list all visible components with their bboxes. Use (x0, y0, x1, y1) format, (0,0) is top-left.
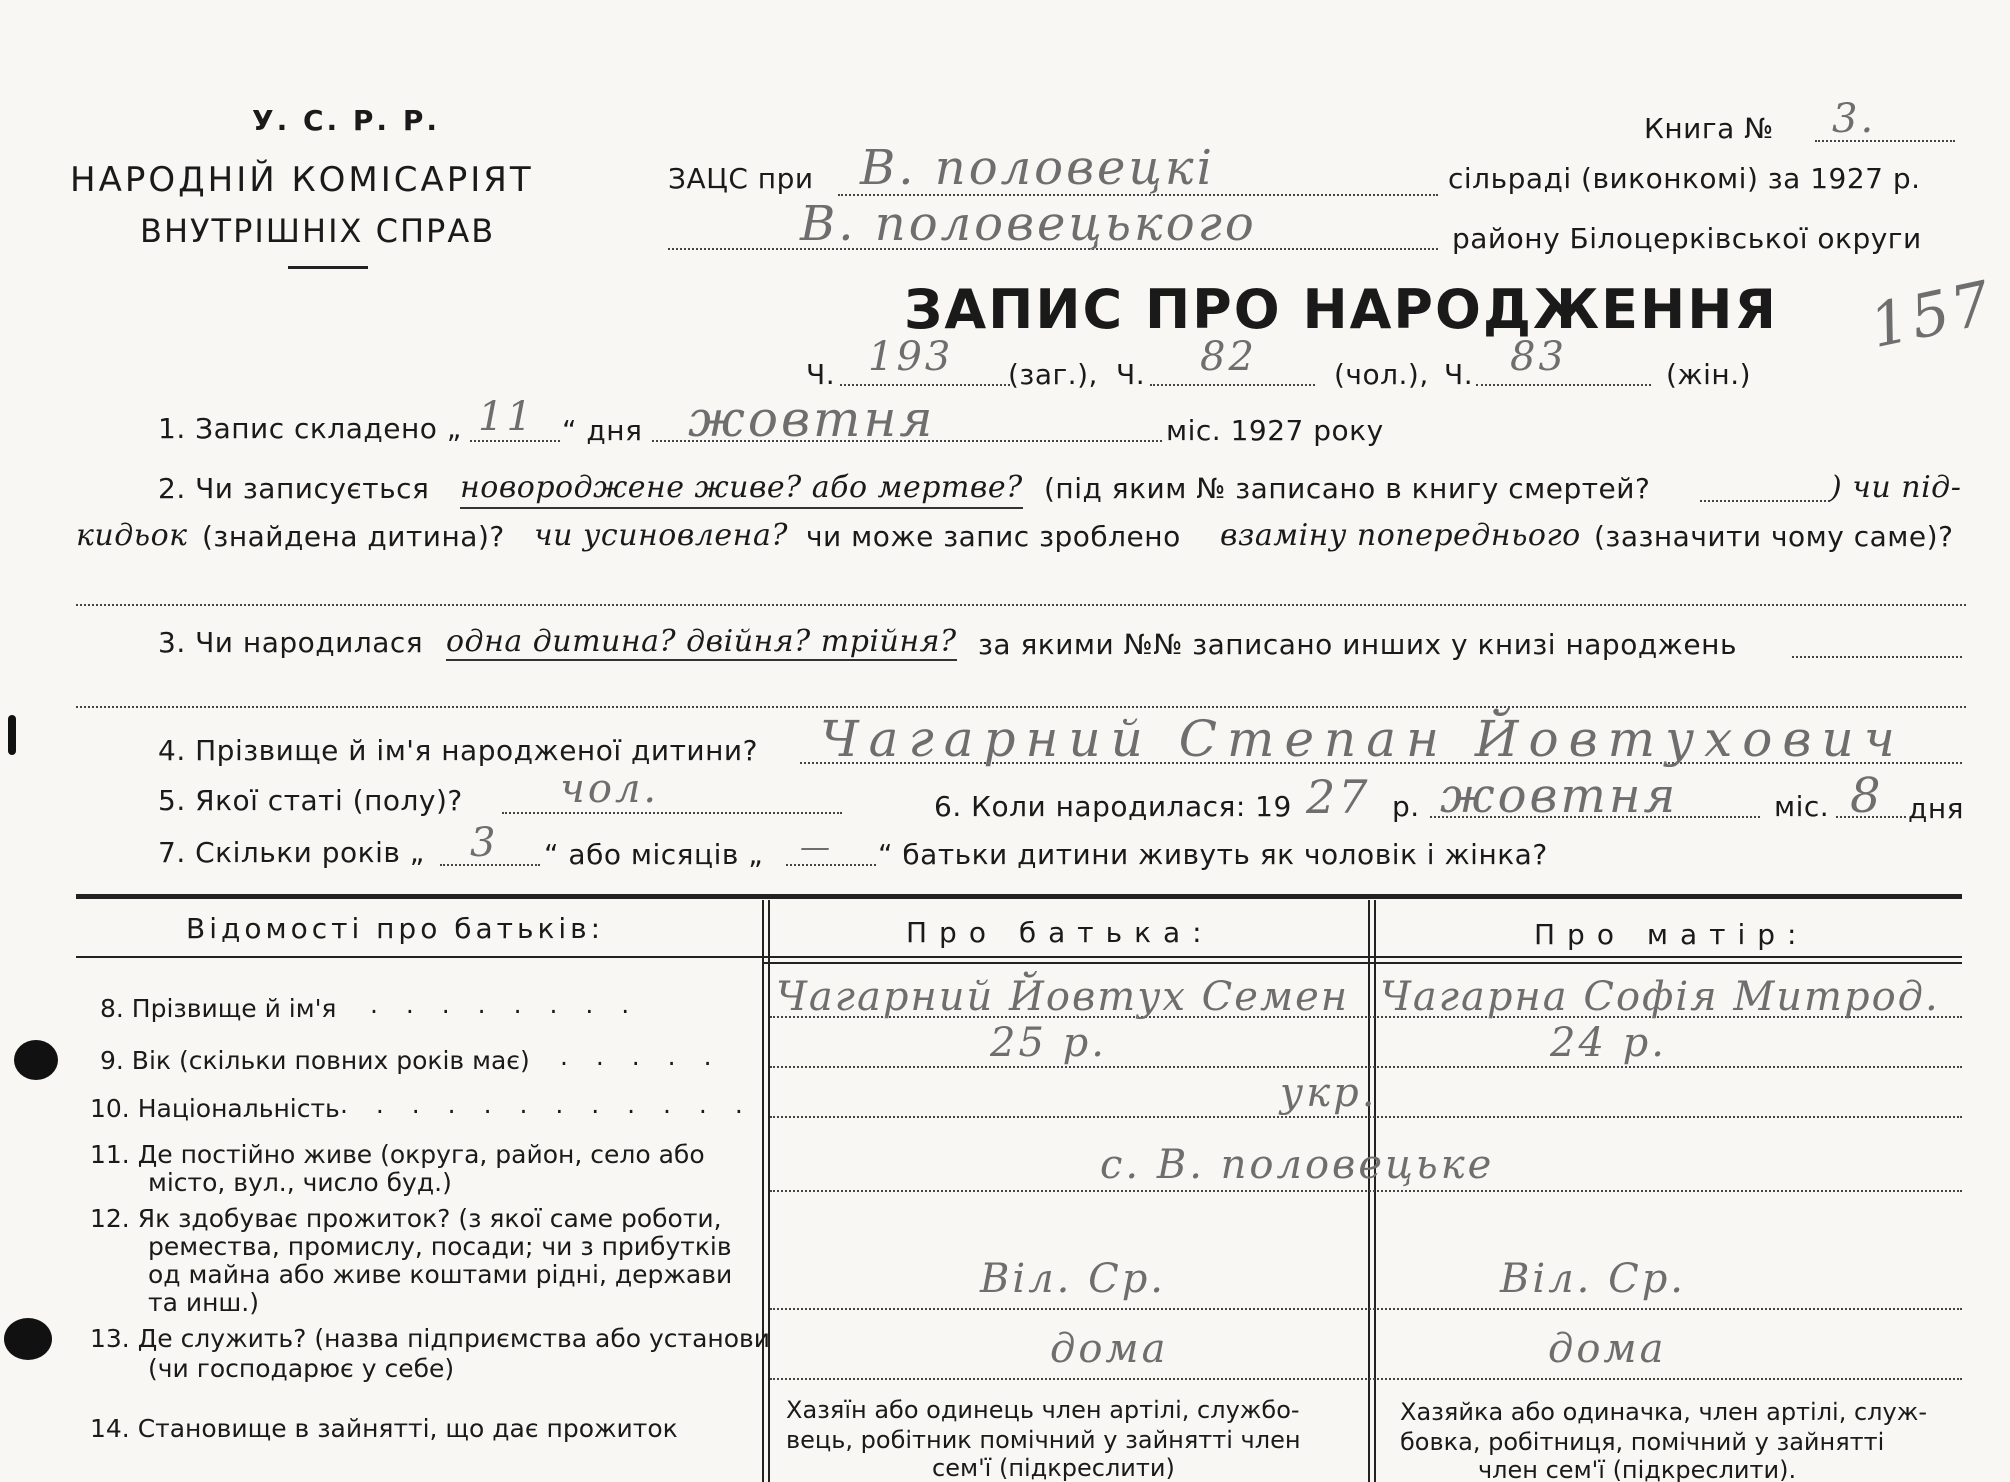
father-occupation: Віл. Ср. (980, 1256, 1167, 1302)
table-divider-1 (762, 900, 764, 1482)
row-11-label-a: 11. Де постійно живе (округа, район, село або (90, 1140, 705, 1169)
count-total-line (840, 384, 1010, 386)
father-age: 25 р. (990, 1020, 1107, 1066)
row-10-dots: . . . . . . . . . . . . (340, 1090, 753, 1119)
ministry-line-1: НАРОДНІЙ КОМІСАРІЯТ (70, 160, 534, 200)
punch-hole (14, 1040, 58, 1080)
row-13-label-a: 13. Де служить? (назва підприємства або установи (90, 1324, 771, 1353)
row-14-label: 14. Становище в зайнятті, що дає прожиток (90, 1414, 678, 1443)
item-2-reason: (зазначити чому саме)? (1594, 520, 1954, 553)
row-12-label-d: та инш.) (148, 1288, 259, 1317)
count-male: 82 (1200, 334, 1257, 380)
birth-month: жовтня (1440, 768, 1679, 824)
book-label: Книга № (1644, 112, 1774, 145)
row-8-dots: . . . . . . . . (370, 990, 640, 1019)
item-1-prefix: 1. Запис складено „ (158, 412, 462, 445)
table-header-rule (76, 956, 1962, 958)
child-name: Чагарний Степан Йовтухович (820, 710, 1905, 768)
birth-day: 8 (1850, 768, 1884, 824)
item-3-prefix: 3. Чи народилася (158, 626, 424, 659)
republic-label: У. С. Р. Р. (252, 104, 440, 137)
book-number: 3. (1832, 96, 1877, 142)
residence: с. В. половецьке (1100, 1142, 1495, 1188)
item-2-replacement-q: чи може запис зроблено (806, 520, 1181, 553)
count-total: 193 (868, 334, 954, 380)
row-13-label-b: (чи господарює у себе) (148, 1354, 455, 1383)
father-status-1: Хазяїн або одинець член артілі, службо- (786, 1396, 1300, 1424)
mother-age: 24 р. (1550, 1020, 1667, 1066)
count-female-line (1476, 384, 1651, 386)
item-7-mid: “ або місяців „ (544, 838, 764, 871)
row-line-10 (770, 1116, 1962, 1118)
count-female-label: (жін.) (1666, 358, 1752, 391)
village-suffix: сільраді (виконкомі) за 1927 р. (1448, 162, 1921, 195)
item-6-day-suffix: дня (1908, 792, 1965, 825)
row-10-label: 10. Національність (90, 1094, 340, 1123)
header-rule (288, 266, 368, 269)
margin-mark (8, 715, 16, 755)
item-2-found-child: (знайдена дитина)? (202, 520, 505, 553)
form-title: ЗАПИС ПРО НАРОДЖЕННЯ (904, 278, 1778, 341)
item-2-foundling-pre: ) чи під- (1830, 470, 1962, 505)
item-2-extra-line (76, 604, 1966, 606)
marriage-years: 3 (470, 820, 499, 866)
item-2-death-book: (під яким № записано в книгу смертей? (1044, 472, 1651, 505)
count-total-label: (заг.), (1008, 358, 1098, 391)
row-line-9 (770, 1066, 1962, 1068)
item-2-foundling: кидьок (76, 518, 188, 553)
father-status-3: сем'ї (підкреслити) (932, 1454, 1175, 1482)
row-12-label-b: ремества, промислу, посади; чи з прибутків (148, 1232, 732, 1261)
row-12-label-c: од майна або живе коштами рідні, держави (148, 1260, 733, 1289)
village-name: В. половецкі (860, 140, 1215, 196)
item-2-adopted: чи усиновлена? (534, 518, 788, 553)
district-suffix: району Білоцерківської округи (1452, 222, 1922, 255)
item-1-day: 11 (478, 394, 535, 440)
birth-year: 27 (1306, 770, 1371, 824)
count-female: 83 (1510, 334, 1567, 380)
item-6-year-suffix: р. (1392, 790, 1420, 823)
zags-label: ЗАЦС при (668, 162, 814, 195)
count-male-line (1150, 384, 1315, 386)
item-7-prefix: 7. Скільки років „ (158, 836, 425, 869)
row-8-label: 8. Прізвище й ім'я (100, 994, 337, 1023)
row-11-label-b: місто, вул., число буд.) (148, 1168, 452, 1197)
nationality: укр. (1280, 1070, 1378, 1116)
ministry-line-2: ВНУТРІШНІХ СПРАВ (140, 212, 496, 250)
item-2-prefix: 2. Чи записується (158, 472, 430, 505)
row-line-12 (770, 1308, 1962, 1310)
item-1-mid: “ дня (562, 414, 643, 447)
item-6-label: 6. Коли народилася: 19 (934, 790, 1292, 823)
col-header-parents: Відомості про батьків: (186, 912, 605, 945)
item-3-others: за якими №№ записано инших у книзі народжень (978, 628, 1737, 661)
row-line-11 (770, 1190, 1962, 1192)
item-2-death-line (1700, 500, 1830, 502)
punch-hole (4, 1318, 52, 1360)
margin-number: 157 (1864, 267, 2000, 363)
mother-status-3: член сем'ї (підкреслити). (1478, 1456, 1797, 1482)
mother-status-2: бовка, робітниця, помічний у зайнятті (1400, 1428, 1885, 1456)
item-3-count (446, 624, 957, 659)
count-ch-1: Ч. (806, 358, 836, 391)
father-status-2: вець, робітник помічний у зайнятті член (786, 1426, 1301, 1454)
row-line-13 (770, 1378, 1962, 1380)
item-4-label: 4. Прізвище й ім'я народженої дитини? (158, 734, 758, 767)
district-name: В. половецького (800, 196, 1257, 252)
col-header-father: Про батька: (906, 916, 1214, 949)
count-ch-2: Ч. (1116, 358, 1146, 391)
item-3-count-options: одна дитина? двійня? трійня? (446, 624, 957, 659)
table-top-rule (76, 894, 1962, 899)
col-header-mother: Про матір: (1534, 918, 1809, 951)
mother-work: дома (1548, 1326, 1667, 1372)
item-5-line (502, 812, 842, 814)
item-1-day-line (470, 440, 560, 442)
item-6-month-suffix: міс. (1774, 790, 1830, 823)
item-3-line-2 (76, 706, 1966, 708)
item-1-month: жовтня (688, 390, 936, 448)
father-name: Чагарний Йовтух Семен (776, 974, 1350, 1020)
row-9-dots: . . . . . (560, 1042, 722, 1071)
mother-occupation: Віл. Ср. (1500, 1256, 1687, 1302)
item-2-replacement: взаміну попереднього (1220, 518, 1581, 553)
count-ch-3: Ч. (1444, 358, 1474, 391)
child-sex: чол. (560, 766, 660, 812)
item-1-suffix: міс. 1927 року (1166, 414, 1384, 447)
father-work: дома (1050, 1326, 1169, 1372)
row-9-label: 9. Вік (скільки повних років має) (100, 1046, 530, 1075)
item-7-suffix: “ батьки дитини живуть як чоловік і жінка? (878, 838, 1548, 871)
table-header-rule-2 (764, 962, 1962, 964)
item-5-label: 5. Якої статі (полу)? (158, 784, 463, 817)
item-2-live-dead: новороджене живе? або мертве? (460, 470, 1023, 509)
marriage-months: — (800, 830, 833, 865)
mother-status-1: Хазяйка або одиначка, член артілі, служ- (1400, 1398, 1927, 1426)
count-male-label: (чол.), (1334, 358, 1429, 391)
mother-name: Чагарна Софія Митрод. (1380, 974, 1940, 1020)
row-12-label-a: 12. Як здобуває прожиток? (з якої саме роботи, (90, 1204, 722, 1233)
item-3-line-1 (1792, 656, 1962, 658)
